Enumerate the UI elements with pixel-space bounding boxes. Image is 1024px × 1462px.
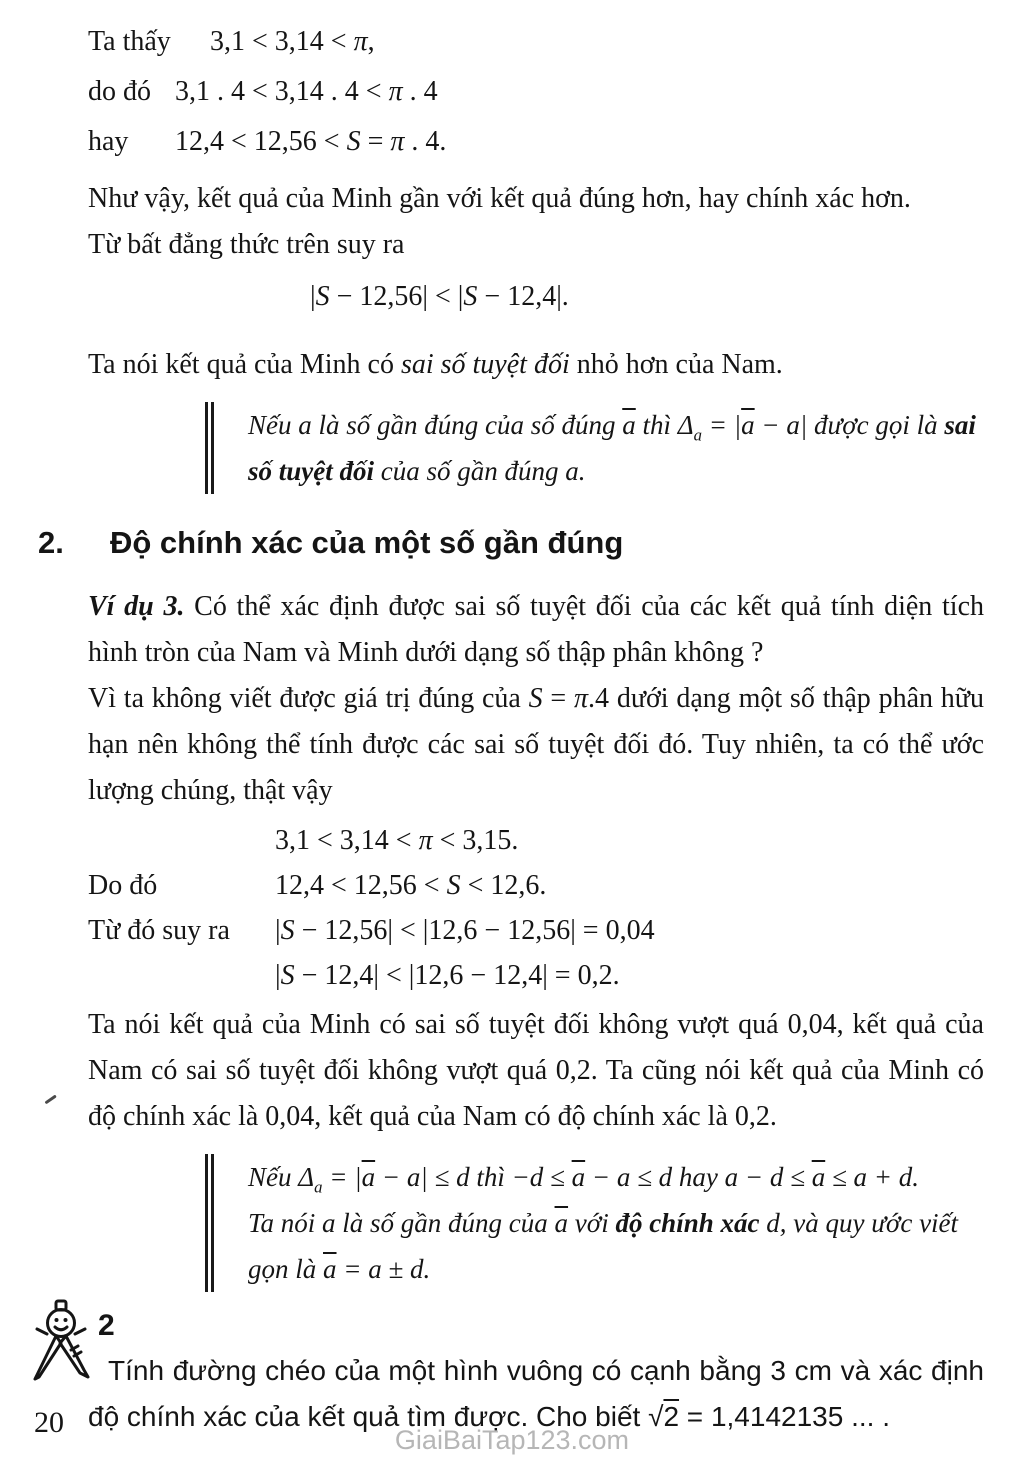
- definition-precision: [205, 1154, 984, 1292]
- activity-number: 2: [98, 1309, 115, 1342]
- inline-formula: 3,1 < 3,14 < π,: [210, 26, 375, 57]
- line-label: Ta thấy: [88, 26, 171, 57]
- activity-text: Tính đường chéo của một hình vuông có cạnh bằng 3 cm và xác định độ chính xác của kết quả tìm được. Cho biết √2 = 1,4142135 ... .: [88, 1355, 984, 1432]
- page-number: 20: [34, 1406, 64, 1439]
- watermark: GiaiBaiTap123.com: [394, 1425, 630, 1455]
- compass-icon: [22, 1298, 102, 1393]
- equation-formula: |S − 12,56| < |12,6 − 12,56| = 0,04: [275, 915, 655, 946]
- equation-formula: 12,4 < 12,56 < S < 12,6.: [275, 870, 547, 901]
- inline-formula: 12,4 < 12,56 < S = π . 4.: [175, 126, 447, 157]
- paragraph-conclusion: Như vậy, kết quả của Minh gần với kết quả đúng hơn, hay chính xác hơn.: [88, 183, 911, 214]
- equation-row: [88, 953, 984, 998]
- definition-text: Ta nói a là số gần đúng của $\overline{a}$ với độ chính xác d, và quy ước viết gọn là $\overline{a} = a \pm d$.: [248, 1208, 959, 1284]
- display-line: [88, 126, 984, 176]
- display-formula: |S − 12,56| < |S − 12,4|.: [310, 281, 569, 312]
- paragraph-explanation: Vì ta không viết được giá trị đúng của S = π.4 dưới dạng một số thập phân hữu hạn nên không thể tính được các sai số tuyệt đối đó. Tuy nhiên, ta có thể ước lượng chúng, thật vậy: [88, 683, 984, 806]
- section-heading: [38, 522, 984, 564]
- equation-label: Do đó: [88, 870, 158, 901]
- definition-formula: Nếu $\Delta_a = |\overline{a} - a| \le d$ thì $-d \le \overline{a} - a \le d$ hay $a - d \le \overline{a} \le a + d$.: [248, 1162, 919, 1197]
- inline-formula: 3,1 . 4 < 3,14 . 4 < π . 4: [175, 76, 438, 107]
- equation-formula: 3,1 < 3,14 < π < 3,15.: [275, 825, 519, 856]
- paragraph-ta-noi: Ta nói kết quả của Minh có sai số tuyệt đối nhỏ hơn của Nam.: [88, 349, 783, 380]
- display-line: [88, 76, 984, 126]
- definition-text: Nếu a là số gần đúng của số đúng $\overline{a}$ thì $\Delta_a = |\overline{a} - a|$ được gọi là sai số tuyệt đối của số gần đúng a.: [248, 410, 976, 486]
- equation-label: Từ đó suy ra: [88, 915, 230, 946]
- activity-2: [88, 1306, 984, 1440]
- equation-row: [88, 863, 984, 908]
- equation-row: [88, 818, 984, 863]
- line-label: hay: [88, 126, 129, 157]
- paragraph-lead-in: Từ bất đẳng thức trên suy ra: [88, 229, 405, 260]
- equation-row: [88, 908, 984, 953]
- section-title: Độ chính xác của một số gần đúng: [110, 525, 624, 560]
- paragraph-precision: Ta nói kết quả của Minh có sai số tuyệt đối không vượt quá 0,04, kết quả của Nam có sai số tuyệt đối không vượt quá 0,2. Ta cũng nói kết quả của Minh có độ chính xác là 0,04, kết quả của Nam có độ chính xác là 0,2.: [88, 1009, 984, 1132]
- section-number: 2.: [38, 525, 64, 560]
- display-line: [88, 26, 984, 76]
- definition-absolute-error: [205, 402, 984, 494]
- equation-formula: |S − 12,4| < |12,6 − 12,4| = 0,2.: [275, 960, 620, 991]
- line-label: do đó: [88, 76, 151, 107]
- paragraph-example-3: Ví dụ 3. Có thể xác định được sai số tuyệt đối của các kết quả tính diện tích hình tròn của Nam và Minh dưới dạng số thập phân không ?: [88, 591, 985, 668]
- equation-block: [88, 818, 984, 998]
